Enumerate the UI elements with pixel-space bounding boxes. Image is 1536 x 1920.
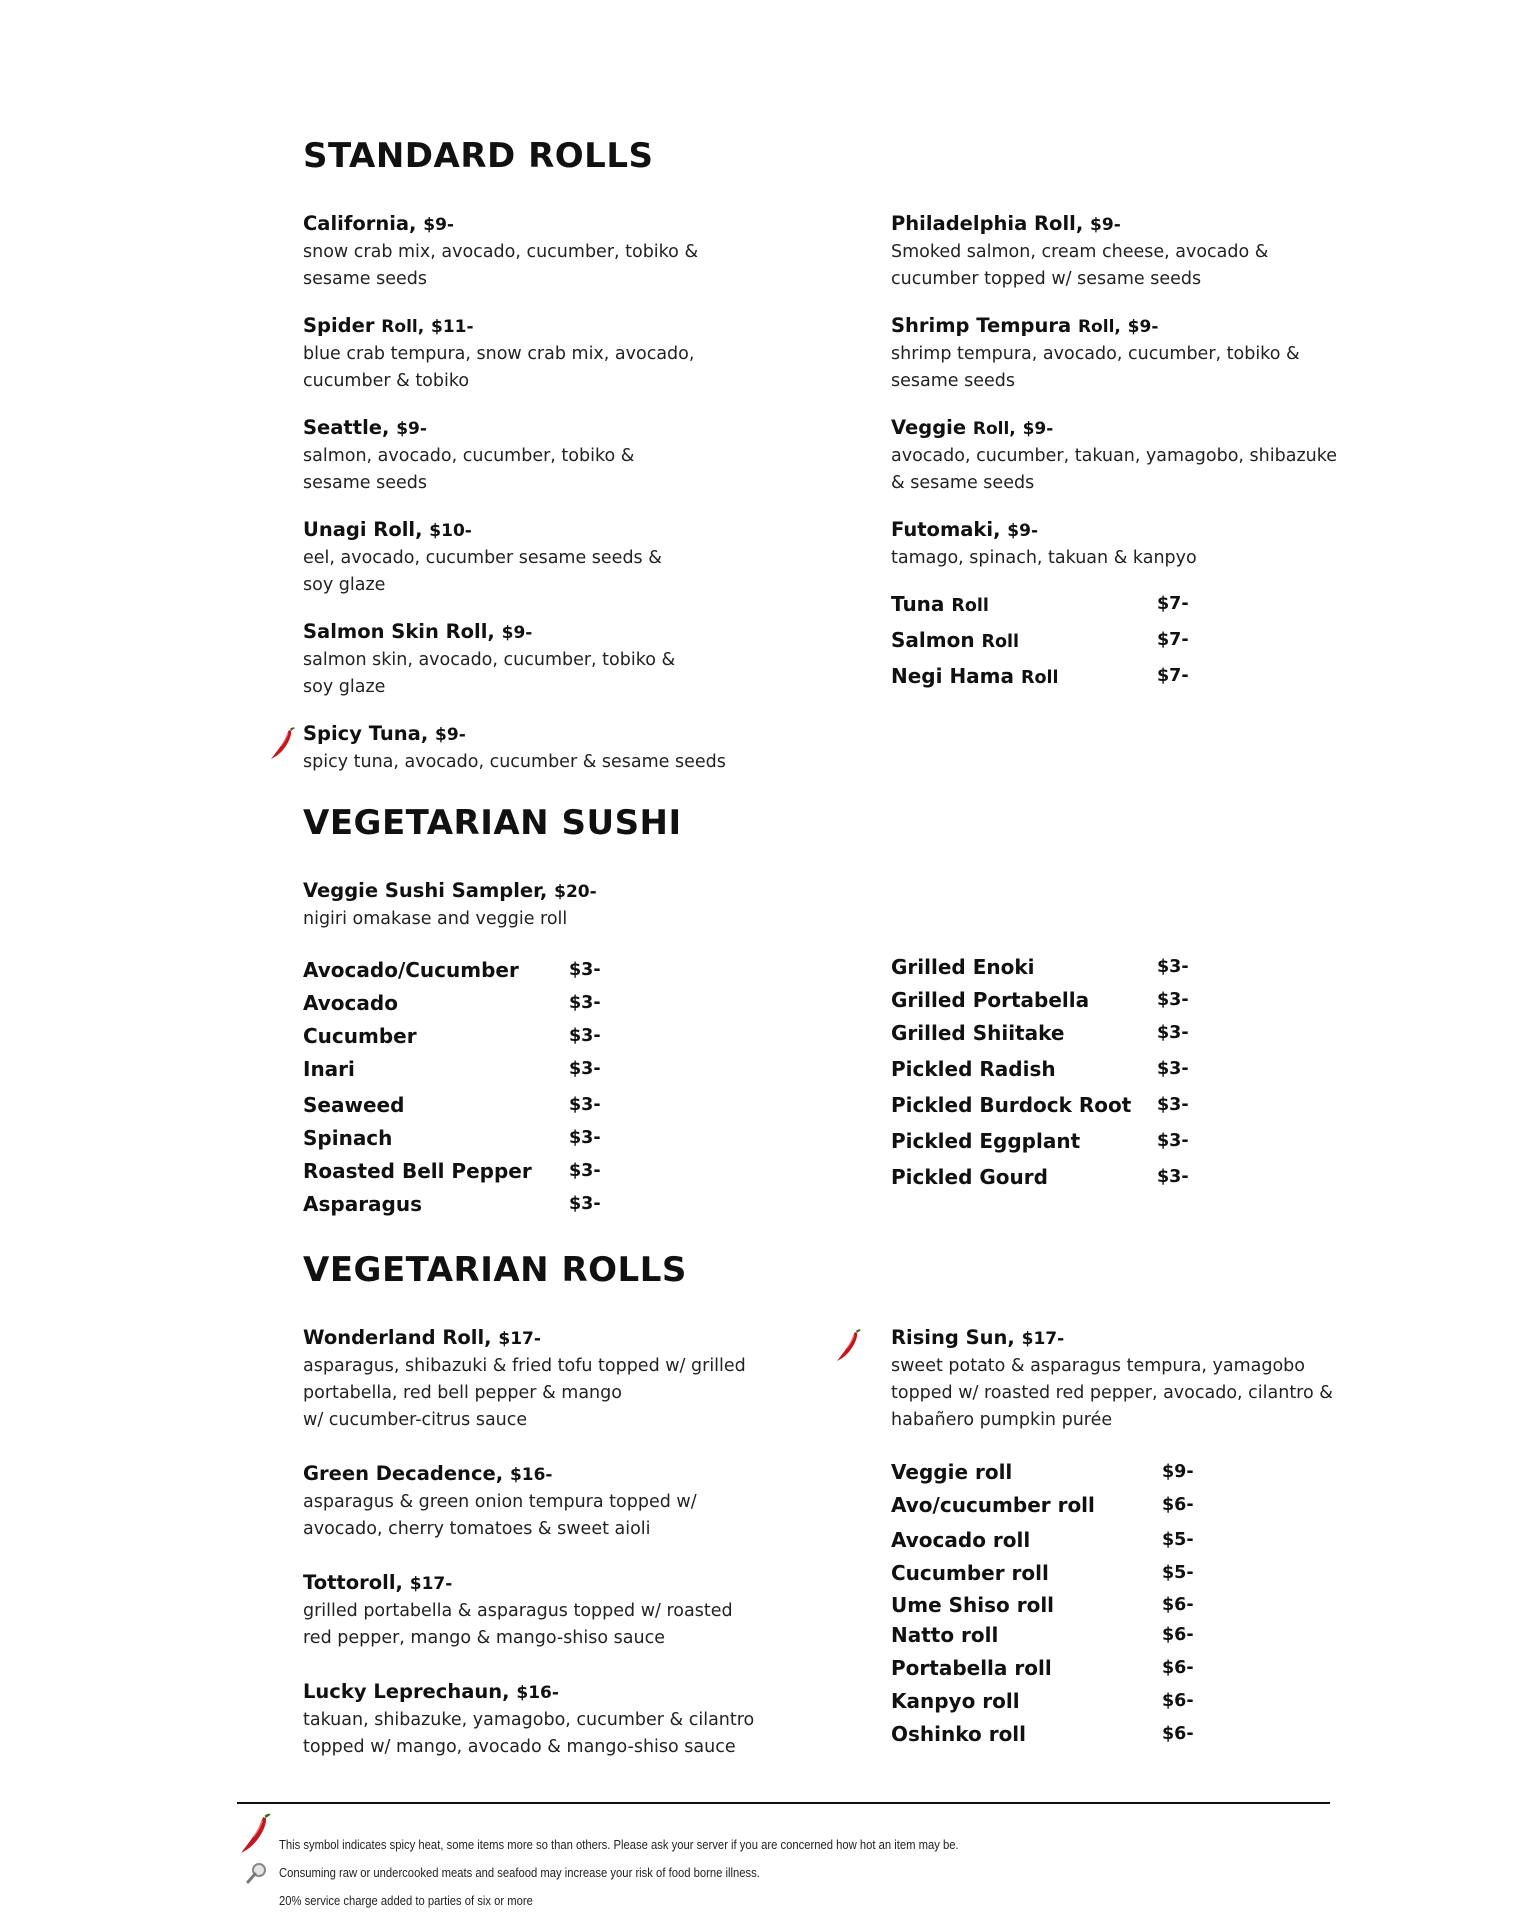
item-price: $3- [569,1194,601,1214]
item-name: Ume Shiso roll [891,1593,1055,1617]
item-price: $9- [1127,317,1159,337]
item-price: $6- [1162,1595,1194,1615]
list-item [891,988,1191,1016]
item-price: $9- [435,725,466,745]
magnifier-icon [246,1862,268,1884]
item-name: Rising Sun, [891,1326,1015,1349]
item-price: $3- [569,1128,601,1148]
item-price: $3- [1157,1131,1189,1151]
item-name: Philadelphia Roll, [891,212,1084,235]
list-item [891,1593,1201,1621]
item-name: Avocado/Cucumber [303,958,519,982]
item-name: Lucky Leprechaun, [303,1680,510,1703]
spicy-note: This symbol indicates spicy heat, some items more so than others. Please ask your server if you are concerned how hot an item may be. [279,1838,959,1852]
menu-item [891,210,1361,293]
item-name: Natto roll [891,1623,999,1647]
item-name: Veggie roll [891,1460,1013,1484]
list-item [891,592,1191,620]
item-description: nigiri omakase and veggie roll [303,909,568,929]
menu-item [303,1569,803,1652]
item-description: tamago, spinach, takuan & kanpyo [891,548,1197,568]
item-price: $9- [501,623,533,643]
item-name: Tuna [891,592,945,616]
chili-pepper-icon [270,726,296,760]
list-item [891,1623,1201,1651]
item-price: $17- [1021,1329,1065,1349]
item-price: $17- [498,1329,541,1349]
item-name: Avo/cucumber roll [891,1493,1095,1517]
item-description: Smoked salmon, cream cheese, avocado & cucumber topped w/ sesame seeds [891,242,1269,289]
item-price: $9- [1007,521,1039,541]
item-name: Veggie Sushi Sampler, [303,879,548,902]
section-title-standard-rolls: STANDARD ROLLS [303,136,654,176]
item-name: Spicy Tuna, [303,722,429,745]
item-name: Green Decadence, [303,1462,504,1485]
item-description: spicy tuna, avocado, cucumber & sesame seeds [303,752,726,772]
item-name-suffix: Roll [1020,668,1059,688]
item-name: Oshinko roll [891,1722,1027,1746]
list-item [891,1722,1201,1750]
item-name: Cucumber [303,1024,417,1048]
item-price: $9- [396,419,427,439]
list-item [891,664,1191,692]
item-description: eel, avocado, cucumber sesame seeds & soy glaze [303,548,662,595]
item-price: $9- [1022,419,1054,439]
item-price: $11- [430,317,474,337]
item-name: Pickled Burdock Root [891,1093,1132,1117]
item-price: $3- [569,1026,601,1046]
item-name-suffix: Roll, [1077,317,1121,337]
item-name: Negi Hama [891,664,1015,688]
item-description: salmon skin, avocado, cucumber, tobiko & soy glaze [303,650,676,697]
item-price: $16- [516,1683,559,1703]
item-price: $20- [554,882,597,902]
item-name: Avocado [303,991,398,1015]
list-item [891,955,1191,983]
list-item [891,1021,1191,1049]
raw-food-note: Consuming raw or undercooked meats and seafood may increase your risk of food borne illness. [279,1866,760,1880]
item-name: Inari [303,1057,355,1081]
item-price: $10- [429,521,472,541]
item-name: Unagi Roll, [303,518,423,541]
list-item [303,958,603,986]
item-description: takuan, shibazuke, yamagobo, cucumber & cilantro topped w/ mango, avocado & mango-shiso sauce [303,1710,755,1757]
item-name: Kanpyo roll [891,1689,1020,1713]
item-name: Salmon Skin Roll, [303,620,495,643]
menu-item [303,210,773,293]
list-item [891,1093,1191,1121]
chili-pepper-icon [836,1328,862,1362]
menu-item [303,312,773,395]
item-price: $16- [509,1465,553,1485]
list-item [303,1192,603,1220]
item-price: $5- [1162,1530,1194,1550]
item-name: Grilled Shiitake [891,1021,1065,1045]
list-item [891,1460,1201,1488]
item-price: $3- [1157,990,1189,1010]
item-name: Seattle, [303,416,390,439]
item-price: $3- [569,1059,601,1079]
item-description: salmon, avocado, cucumber, tobiko & sesame seeds [303,446,635,493]
menu-item [891,312,1361,395]
item-price: $7- [1157,666,1189,686]
item-description: avocado, cucumber, takuan, yamagobo, shibazuke & sesame seeds [891,446,1338,493]
item-name: Grilled Portabella [891,988,1090,1012]
item-price: $6- [1162,1724,1194,1744]
list-item [891,1656,1201,1684]
item-name: Wonderland Roll, [303,1326,492,1349]
item-price: $3- [1157,957,1189,977]
item-name: Shrimp Tempura [891,314,1072,337]
list-item [891,1689,1201,1717]
list-item [891,1165,1191,1193]
item-price: $9- [1090,215,1121,235]
item-price: $5- [1162,1563,1194,1583]
menu-item [303,516,773,599]
list-item [303,991,603,1019]
list-item [303,1024,603,1052]
list-item [303,1159,603,1187]
item-price: $3- [1157,1167,1189,1187]
item-price: $6- [1162,1625,1194,1645]
item-description: grilled portabella & asparagus topped w/ roasted red pepper, mango & mango-shiso sauce [303,1601,733,1648]
item-description: shrimp tempura, avocado, cucumber, tobiko & sesame seeds [891,344,1300,391]
item-price: $3- [569,1095,601,1115]
menu-item [303,720,773,776]
menu-item [303,1678,803,1761]
section-title-vegetarian-sushi: VEGETARIAN SUSHI [303,803,682,843]
item-name: California, [303,212,417,235]
menu-item [303,1460,803,1543]
menu-item [303,1324,803,1434]
item-description: blue crab tempura, snow crab mix, avocado, cucumber & tobiko [303,344,695,391]
menu-item [891,414,1361,497]
footer-divider [237,1802,1330,1804]
section-title-vegetarian-rolls: VEGETARIAN ROLLS [303,1250,687,1290]
item-name: Cucumber roll [891,1561,1049,1585]
item-name: Spider [303,314,375,337]
menu-item [303,618,773,701]
item-price: $7- [1157,594,1189,614]
item-description: sweet potato & asparagus tempura, yamagobo topped w/ roasted red pepper, avocado, cilantro & habañero pumpkin purée [891,1356,1333,1430]
item-price: $3- [569,1161,601,1181]
item-name: Salmon [891,628,975,652]
item-name-suffix: Roll [951,596,989,616]
menu-item [891,1324,1391,1434]
item-price: $17- [409,1574,453,1594]
item-name: Seaweed [303,1093,405,1117]
item-name: Pickled Gourd [891,1165,1048,1189]
item-name: Asparagus [303,1192,423,1216]
item-name: Pickled Radish [891,1057,1056,1081]
list-item [891,1493,1201,1521]
item-name-suffix: Roll [981,632,1020,652]
item-description: asparagus & green onion tempura topped w/ avocado, cherry tomatoes & sweet aioli [303,1492,697,1539]
item-description: snow crab mix, avocado, cucumber, tobiko & sesame seeds [303,242,699,289]
list-item [303,1126,603,1154]
service-charge-note: 20% service charge added to parties of six or more [279,1894,533,1908]
item-price: $6- [1162,1495,1194,1515]
item-price: $3- [569,993,601,1013]
item-price: $3- [569,960,601,980]
item-description: asparagus, shibazuki & fried tofu topped w/ grilled portabella, red bell pepper & mango w/ cucumber-citrus sauce [303,1356,746,1430]
item-price: $3- [1157,1023,1189,1043]
menu-item [303,414,773,497]
chili-pepper-icon [240,1812,272,1854]
item-name: Spinach [303,1126,393,1150]
item-price: $7- [1157,630,1189,650]
item-name: Grilled Enoki [891,955,1035,979]
item-name: Tottoroll, [303,1571,403,1594]
item-name-suffix: Roll, [381,317,425,337]
item-price: $3- [1157,1095,1189,1115]
item-price: $6- [1162,1658,1194,1678]
list-item [891,1057,1191,1085]
list-item [303,1093,603,1121]
item-name: Avocado roll [891,1528,1031,1552]
item-name: Roasted Bell Pepper [303,1159,532,1183]
item-price: $3- [1157,1059,1189,1079]
item-name: Pickled Eggplant [891,1129,1081,1153]
list-item [303,1057,603,1085]
item-name: Veggie [891,416,967,439]
item-price: $6- [1162,1691,1194,1711]
list-item [891,1561,1201,1589]
item-name: Portabella roll [891,1656,1052,1680]
item-price: $9- [1162,1462,1194,1482]
menu-item [303,877,773,933]
list-item [891,628,1191,656]
menu-item [891,516,1361,572]
item-name-suffix: Roll, [972,419,1016,439]
item-name: Futomaki, [891,518,1001,541]
list-item [891,1129,1191,1157]
item-price: $9- [423,215,454,235]
list-item [891,1528,1201,1556]
